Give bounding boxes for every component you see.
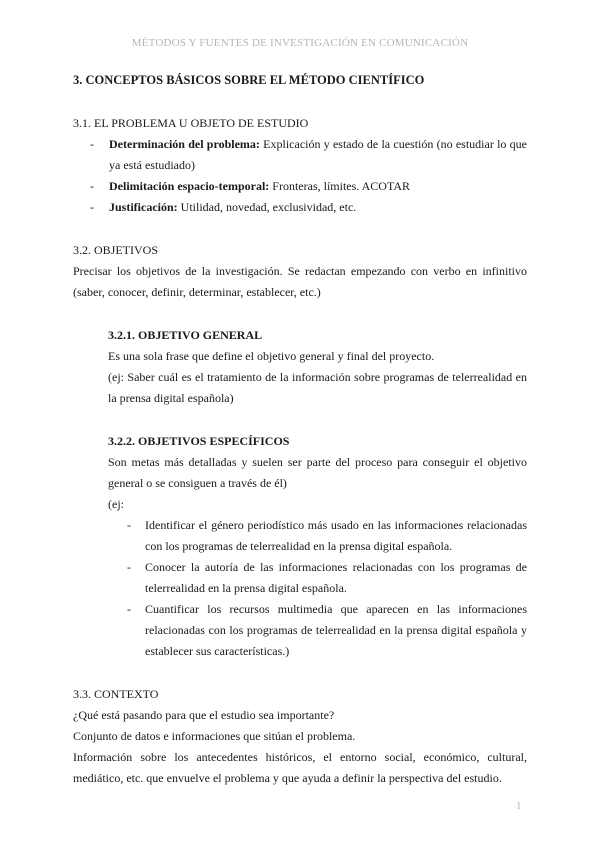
subsection-3-2-title: 3.2. OBJETIVOS	[73, 243, 159, 257]
running-header: MÉTODOS Y FUENTES DE INVESTIGACIÓN EN COMUNICACIÓN	[131, 37, 469, 49]
subsection-3-2-1-title: 3.2.1. OBJETIVO GENERAL	[108, 328, 263, 342]
objective-general-text: Es una sola frase que define el objetivo general y final del proyecto.	[108, 349, 435, 363]
list-item: - Justificación: Utilidad, novedad, exclusividad, etc.	[73, 197, 527, 218]
page-number: 1	[516, 800, 522, 812]
section-title: 3. CONCEPTOS BÁSICOS SOBRE EL MÉTODO CIENTÍFICO	[73, 73, 425, 87]
context-line: ¿Qué está pasando para que el estudio sea importante?	[73, 708, 335, 722]
list-item: - Conocer la autoría de las informaciones relacionadas con los programas de telerrealidad en la prensa digital española.	[73, 557, 527, 599]
context-line: Conjunto de datos e informaciones que sitúan el problema.	[73, 729, 356, 743]
subsection-3-2-2-title: 3.2.2. OBJETIVOS ESPECÍFICOS	[108, 434, 290, 448]
list-item: - Cuantificar los recursos multimedia que aparecen en las informaciones relacionadas con los programas de telerrealidad en la prensa digital española y establecer sus características.)	[73, 599, 527, 662]
list-item: - Determinación del problema: Explicación y estado de la cuestión (no estudiar lo que ya está estudiado)	[73, 134, 527, 176]
list-item: - Delimitación espacio-temporal: Fronteras, límites. ACOTAR	[73, 176, 527, 197]
subsection-3-3-title: 3.3. CONTEXTO	[73, 687, 159, 701]
objectives-specific-text: Son metas más detalladas y suelen ser parte del proceso para conseguir el objetivo general o se consiguen a través de él)	[108, 455, 527, 490]
objectives-intro: Precisar los objetivos de la investigación. Se redactan empezando con verbo en infinitivo (saber, conocer, definir, determinar, establecer, etc.)	[73, 264, 527, 299]
problem-list	[73, 134, 527, 218]
specific-objectives-list	[73, 515, 527, 662]
list-item: - Identificar el género periodístico más usado en las informaciones relacionadas con los programas de telerrealidad en la prensa digital española.	[73, 515, 527, 557]
context-line: Información sobre los antecedentes históricos, el entorno social, económico, cultural, mediático, etc. que envuelve el problema y que ayuda a definir la perspectiva del estudio.	[73, 750, 527, 785]
objective-general-example: (ej: Saber cuál es el tratamiento de la información sobre programas de telerrealidad en la prensa digital española)	[108, 370, 527, 405]
objective-general-block	[73, 325, 527, 515]
page-content	[73, 70, 527, 789]
objectives-specific-example-open: (ej:	[108, 497, 124, 511]
subsection-3-1-title: 3.1. EL PROBLEMA U OBJETO DE ESTUDIO	[73, 116, 309, 130]
